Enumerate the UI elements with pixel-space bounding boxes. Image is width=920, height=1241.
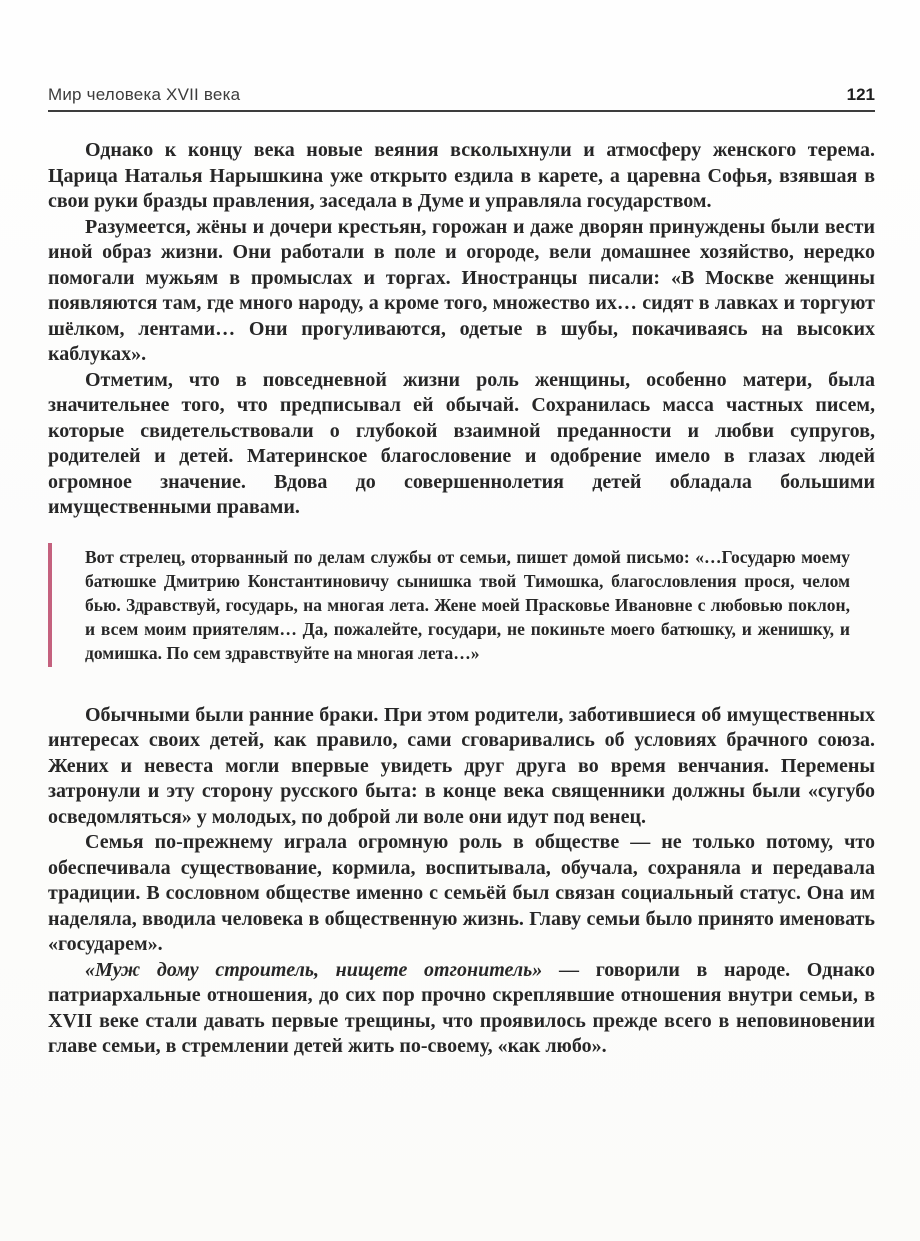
paragraph-women-court: Однако к концу века новые веяния всколыхнули и атмосферу женского терема. Царица Наталья Нарышкина уже открыто ездила в карете, а царевна Софья, взявшая в свои руки бразды правления, заседала в Думе и управляла государством.	[48, 139, 875, 212]
paragraph-early-marriages: Обычными были ранние браки. При этом родители, заботившиеся об имущественных интересах своих детей, как правило, сами сговаривались об условиях брачного союза. Жених и невеста могли впервые увидеть друг друга во время венчания. Перемены затронули и эту сторону русского быта: в конце века священники должны были «сугубо осведомляться» у молодых, по доброй ли воле они идут под венец.	[48, 703, 875, 828]
running-title: Мир человека XVII века	[48, 85, 241, 104]
paragraph-role-of-mother: Отметим, что в повседневной жизни роль женщины, особенно матери, была значительнее того, что предписывал ей обычай. Сохранилась масса частных писем, которые свидетельствовали о глубокой взаимной преданности и любви супругов, родителей и детей. Материнское благословение и одобрение имело в глазах людей огромное значение. Вдова до совершеннолетия детей обладала большими имущественными правами.	[48, 368, 875, 518]
paragraph-patriarchal-rest: — говорили в народе. Однако патриархальные отношения, до сих пор прочно скреплявшие отношения внутри семьи, в XVII веке стали давать первые трещины, что проявилось прежде всего в неповиновении главе семьи, в стремлении детей жить по-своему, «как любо».	[48, 958, 875, 1057]
page-body	[48, 138, 875, 1060]
paragraph-common-women: Разумеется, жёны и дочери крестьян, горожан и даже дворян принуждены были вести иной образ жизни. Они работали в поле и огороде, вели домашнее хозяйство, нередко помогали мужьям в промыслах и торгах. Иностранцы писали: «В Москве женщины появляются там, где много народу, а кроме того, множество их… сидят в лавках и торгуют шёлком, лентами… Они прогуливаются, одетые в шубы, покачиваясь на высоких каблуках».	[48, 215, 875, 365]
proverb-italic: «Муж дому строитель, нищете отгонитель»	[85, 958, 543, 981]
page-number: 121	[846, 85, 875, 104]
header-rule	[48, 110, 875, 112]
paragraph-patriarchal-relations	[48, 958, 875, 1060]
paragraph-family-role: Семья по-прежнему играла огромную роль в обществе — не только потому, что обеспечивала существование, кормила, воспитывала, обучала, сохраняла и передавала традиции. В сословном обществе именно с семьёй был связан социальный статус. Она им наделяла, вводила человека в общественную жизнь. Главу семьи было принято именовать «государем».	[48, 831, 875, 955]
page-header	[48, 0, 875, 105]
quote-text: Вот стрелец, оторванный по делам службы от семьи, пишет домой письмо: «…Государю моему батюшке Дмитрию Константиновичу сынишка твой Тимошка, благословления прося, челом бью. Здравствуй, государь, на многая лета. Жене моей Прасковье Ивановне с любовью поклон, и всем моим приятелям… Да, пожалейте, государи, не покиньте моего батюшку, и женишку, и домишка. По сем здравствуйте на многая лета…»	[85, 546, 850, 663]
quote-block	[48, 543, 850, 667]
